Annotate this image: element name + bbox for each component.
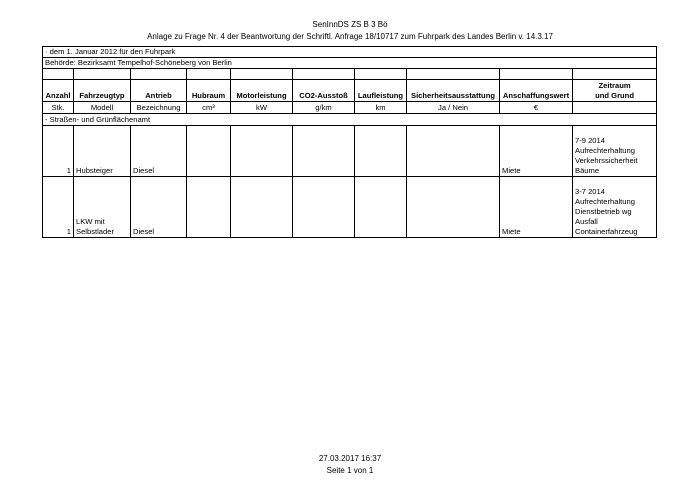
cell-laufleistung [355,126,407,177]
cell-fahrzeugtyp-line: Selbstlader [76,227,114,236]
document-header-line1: SenInnDS ZS B 3 Bö [312,20,388,29]
cell-zeitraum [573,177,657,238]
cell-motorleistung [231,126,293,177]
col-header-motorleistung: Motorleistung [231,80,293,102]
units-row [43,102,657,114]
unit-laufleistung: km [355,102,407,114]
cell-fahrzeugtyp-line: LKW mit [76,217,105,226]
cell-co2 [293,177,355,238]
unit-zeitraum [573,102,657,114]
table-row [43,126,657,177]
cell-antrieb: Diesel [131,126,187,177]
cell-hubraum [187,177,231,238]
cell-anschaffung: Miete [500,177,573,238]
unit-fahrzeugtyp: Modell [74,102,131,114]
cell-zeitraum-line: 7-9 2014 [575,136,605,145]
cell-zeitraum-line: Ausfall [575,217,598,226]
unit-motorleistung: kW [231,102,293,114]
col-header-zeitraum [573,80,657,102]
cell-zeitraum-line: Containerfahrzeug [575,227,638,236]
cell-zeitraum-line: Aufrechterhaltung [575,197,635,206]
table-row [43,177,657,238]
banner-cell: · dem 1. Januar 2012 für den Fuhrpark [43,47,657,58]
col-header-zeitraum-line2: und Grund [595,91,634,100]
cell-fahrzeugtyp-line: Hubsteiger [76,166,113,175]
document-header-line2: Anlage zu Frage Nr. 4 der Beantwortung der Schriftl. Anfrage 18/10717 zum Fuhrpark des Landes Berlin v. 14.3.17 [147,32,553,41]
col-header-anschaffung: Anschaffungswert [500,80,573,102]
col-header-fahrzeugtyp: Fahrzeugtyp [74,80,131,102]
col-header-anzahl: Anzahl [43,80,74,102]
col-header-co2: CO2-Ausstoß [293,80,355,102]
cell-zeitraum-line: Verkehrssicherheit [575,156,638,165]
unit-sicherheit: Ja / Nein [407,102,500,114]
footer-timestamp: 27.03.2017 16:37 [318,454,382,463]
column-header-row [43,80,657,102]
cell-anzahl: 1 [43,177,74,238]
authority-row [43,58,657,69]
cell-antrieb: Diesel [131,177,187,238]
col-header-sicherheit: Sicherheitsausstattung [407,80,500,102]
unit-co2: g/km [293,102,355,114]
col-header-laufleistung: Laufleistung [355,80,407,102]
section-cell: - Straßen- und Grünflächenamt [43,114,657,126]
cell-fahrzeugtyp [74,126,131,177]
section-row [43,114,657,126]
cell-zeitraum-line: Dienstbetrieb wg [575,207,632,216]
cell-sicherheit [407,177,500,238]
unit-antrieb: Bezeichnung [131,102,187,114]
banner-row [43,47,657,58]
cell-co2 [293,126,355,177]
cell-anzahl: 1 [43,126,74,177]
cell-zeitraum-line: Aufrechterhaltung [575,146,635,155]
col-header-antrieb: Antrieb [131,80,187,102]
footer-page-number: Seite 1 von 1 [326,466,374,475]
cell-hubraum [187,126,231,177]
cell-zeitraum-line: 3-7 2014 [575,187,605,196]
col-header-hubraum: Hubraum [187,80,231,102]
unit-anzahl: Stk. [43,102,74,114]
cell-fahrzeugtyp [74,177,131,238]
spacer-row [43,69,657,80]
unit-hubraum: cm³ [187,102,231,114]
cell-motorleistung [231,177,293,238]
authority-cell: Behörde: Bezirksamt Tempelhof-Schöneberg von Berlin [43,58,657,69]
cell-laufleistung [355,177,407,238]
cell-anschaffung: Miete [500,126,573,177]
unit-anschaffung: € [500,102,573,114]
col-header-zeitraum-line1: Zeitraum [598,81,631,90]
fleet-table [42,46,657,238]
cell-zeitraum-line: Bäume [575,166,600,175]
cell-sicherheit [407,126,500,177]
cell-zeitraum [573,126,657,177]
